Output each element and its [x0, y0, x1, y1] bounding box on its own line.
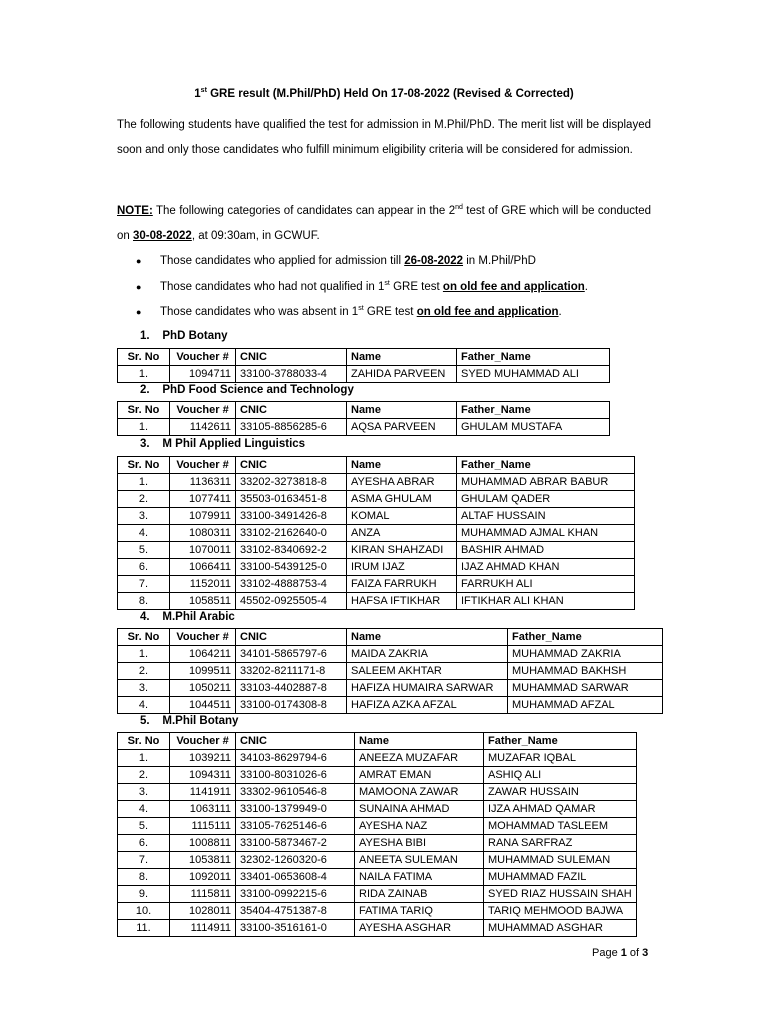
sr-no-cell: 6.	[118, 835, 170, 852]
table-row	[118, 646, 663, 663]
sr-no-cell: 4.	[118, 801, 170, 818]
name-cell: IRUM IJAZ	[347, 559, 457, 576]
father-name-cell: MUHAMMAD ASGHAR	[484, 920, 637, 937]
name-cell: AYESHA ASGHAR	[355, 920, 484, 937]
name-cell: SALEEM AKHTAR	[347, 663, 508, 680]
father-name-cell: MUHAMMAD ZAKRIA	[508, 646, 663, 663]
column-header: Name	[347, 457, 457, 474]
father-name-cell: IJZA AHMAD QAMAR	[484, 801, 637, 818]
voucher-cell: 1142611	[170, 419, 236, 436]
name-cell: MAIDA ZAKRIA	[347, 646, 508, 663]
table-row	[118, 366, 610, 383]
cnic-cell: 33100-8031026-6	[236, 767, 355, 784]
list-item: ● Those candidates who had not qualified in 1st GRE test on old fee and application.	[117, 275, 651, 301]
column-header: Name	[347, 629, 508, 646]
voucher-cell: 1053811	[170, 852, 236, 869]
name-cell: ASMA GHULAM	[347, 491, 457, 508]
father-name-cell: IJAZ AHMAD KHAN	[457, 559, 635, 576]
table-header-row	[118, 402, 610, 419]
column-header: Father_Name	[457, 402, 610, 419]
voucher-cell: 1114911	[170, 920, 236, 937]
name-cell: ZAHIDA PARVEEN	[347, 366, 457, 383]
name-cell: AQSA PARVEEN	[347, 419, 457, 436]
column-header: Name	[347, 402, 457, 419]
table-row	[118, 903, 637, 920]
table-header-row	[118, 457, 635, 474]
voucher-cell: 1080311	[170, 525, 236, 542]
note-paragraph: NOTE: The following categories of candidates can appear in the 2nd test of GRE which will be conducted on 30-08-2022, at 09:30am, in GCWUF.	[117, 204, 651, 242]
column-header: Voucher #	[170, 733, 236, 750]
cnic-cell: 33100-1379949-0	[236, 801, 355, 818]
table-row	[118, 576, 635, 593]
name-cell: AYESHA BIBI	[355, 835, 484, 852]
list-item: ● Those candidates who was absent in 1st GRE test on old fee and application.	[117, 300, 651, 326]
table-row	[118, 525, 635, 542]
table-row	[118, 784, 637, 801]
cnic-cell: 32302-1260320-6	[236, 852, 355, 869]
father-name-cell: MOHAMMAD TASLEEM	[484, 818, 637, 835]
section-title-mphil-applied-linguistics: 3. M Phil Applied Linguistics	[140, 438, 306, 450]
father-name-cell: SYED MUHAMMAD ALI	[457, 366, 610, 383]
name-cell: NAILA FATIMA	[355, 869, 484, 886]
cnic-cell: 33105-7625146-6	[236, 818, 355, 835]
father-name-cell: MUHAMMAD FAZIL	[484, 869, 637, 886]
cnic-cell: 33100-5439125-0	[236, 559, 347, 576]
name-cell: RIDA ZAINAB	[355, 886, 484, 903]
cnic-cell: 33100-3491426-8	[236, 508, 347, 525]
cnic-cell: 33102-2162640-0	[236, 525, 347, 542]
sr-no-cell: 8.	[118, 869, 170, 886]
column-header: CNIC	[236, 402, 347, 419]
cnic-cell: 33302-9610546-8	[236, 784, 355, 801]
page-title: 1st GRE result (M.Phil/PhD) Held On 17-08-2022 (Revised & Corrected)	[194, 87, 574, 100]
cnic-cell: 33100-0992215-6	[236, 886, 355, 903]
sr-no-cell: 11.	[118, 920, 170, 937]
father-name-cell: IFTIKHAR ALI KHAN	[457, 593, 635, 610]
voucher-cell: 1008811	[170, 835, 236, 852]
column-header: Sr. No	[118, 629, 170, 646]
voucher-cell: 1066411	[170, 559, 236, 576]
sr-no-cell: 2.	[118, 491, 170, 508]
sr-no-cell: 10.	[118, 903, 170, 920]
name-cell: KIRAN SHAHZADI	[347, 542, 457, 559]
table-row	[118, 835, 637, 852]
father-name-cell: MUHAMMAD AFZAL	[508, 697, 663, 714]
father-name-cell: TARIQ MEHMOOD BAJWA	[484, 903, 637, 920]
table-header-row	[118, 629, 663, 646]
column-header: Voucher #	[170, 629, 236, 646]
table-row	[118, 508, 635, 525]
table-header-row	[118, 349, 610, 366]
voucher-cell: 1050211	[170, 680, 236, 697]
table-row	[118, 559, 635, 576]
category-list	[117, 249, 651, 326]
table-mphil-arabic	[117, 628, 663, 714]
column-header: Father_Name	[484, 733, 637, 750]
table-row	[118, 474, 635, 491]
voucher-cell: 1094711	[170, 366, 236, 383]
father-name-cell: MUZAFAR IQBAL	[484, 750, 637, 767]
father-name-cell: BASHIR AHMAD	[457, 542, 635, 559]
table-row	[118, 920, 637, 937]
voucher-cell: 1028011	[170, 903, 236, 920]
table-row	[118, 680, 663, 697]
table-header-row	[118, 733, 637, 750]
sr-no-cell: 1.	[118, 474, 170, 491]
voucher-cell: 1099511	[170, 663, 236, 680]
father-name-cell: ZAWAR HUSSAIN	[484, 784, 637, 801]
table-row	[118, 697, 663, 714]
voucher-cell: 1094311	[170, 767, 236, 784]
sr-no-cell: 1.	[118, 366, 170, 383]
sr-no-cell: 2.	[118, 767, 170, 784]
name-cell: AMRAT EMAN	[355, 767, 484, 784]
name-cell: FATIMA TARIQ	[355, 903, 484, 920]
voucher-cell: 1039211	[170, 750, 236, 767]
cnic-cell: 33102-4888753-4	[236, 576, 347, 593]
column-header: Father_Name	[457, 349, 610, 366]
sr-no-cell: 3.	[118, 784, 170, 801]
table-row	[118, 852, 637, 869]
name-cell: ANZA	[347, 525, 457, 542]
table-row	[118, 801, 637, 818]
column-header: Sr. No	[118, 733, 170, 750]
father-name-cell: MUHAMMAD BAKHSH	[508, 663, 663, 680]
table-row	[118, 767, 637, 784]
name-cell: HAFIZA HUMAIRA SARWAR	[347, 680, 508, 697]
voucher-cell: 1136311	[170, 474, 236, 491]
note-label: NOTE:	[117, 205, 153, 217]
column-header: Voucher #	[170, 457, 236, 474]
name-cell: HAFSA IFTIKHAR	[347, 593, 457, 610]
sr-no-cell: 1.	[118, 419, 170, 436]
column-header: CNIC	[236, 733, 355, 750]
sr-no-cell: 5.	[118, 818, 170, 835]
name-cell: SUNAINA AHMAD	[355, 801, 484, 818]
cnic-cell: 33202-8211171-8	[236, 663, 347, 680]
table-row	[118, 542, 635, 559]
bullet-icon: ●	[136, 256, 142, 266]
sr-no-cell: 3.	[118, 508, 170, 525]
cnic-cell: 33100-3788033-4	[236, 366, 347, 383]
voucher-cell: 1115811	[170, 886, 236, 903]
column-header: Sr. No	[118, 349, 170, 366]
father-name-cell: SYED RIAZ HUSSAIN SHAH	[484, 886, 637, 903]
sr-no-cell: 1.	[118, 750, 170, 767]
bullet-icon: ●	[136, 307, 142, 317]
cnic-cell: 35404-4751387-8	[236, 903, 355, 920]
name-cell: AYESHA NAZ	[355, 818, 484, 835]
column-header: Name	[347, 349, 457, 366]
intro-paragraph: The following students have qualified the test for admission in M.Phil/PhD. The merit list will be displayed soon and only those candidates who fulfill minimum eligibility criteria will be considered for admission.	[117, 119, 651, 156]
father-name-cell: RANA SARFRAZ	[484, 835, 637, 852]
cnic-cell: 33103-4402887-8	[236, 680, 347, 697]
column-header: Name	[355, 733, 484, 750]
sr-no-cell: 7.	[118, 852, 170, 869]
cnic-cell: 33105-8856285-6	[236, 419, 347, 436]
sr-no-cell: 2.	[118, 663, 170, 680]
cnic-cell: 33100-0174308-8	[236, 697, 347, 714]
cnic-cell: 45502-0925505-4	[236, 593, 347, 610]
table-phd-botany	[117, 348, 610, 383]
cnic-cell: 35503-0163451-8	[236, 491, 347, 508]
sr-no-cell: 8.	[118, 593, 170, 610]
section-title-phd-food-science: 2. PhD Food Science and Technology	[140, 384, 354, 396]
father-name-cell: GHULAM MUSTAFA	[457, 419, 610, 436]
voucher-cell: 1115111	[170, 818, 236, 835]
voucher-cell: 1079911	[170, 508, 236, 525]
cnic-cell: 33100-5873467-2	[236, 835, 355, 852]
cnic-cell: 33401-0653608-4	[236, 869, 355, 886]
voucher-cell: 1092011	[170, 869, 236, 886]
voucher-cell: 1064211	[170, 646, 236, 663]
sr-no-cell: 3.	[118, 680, 170, 697]
sr-no-cell: 1.	[118, 646, 170, 663]
father-name-cell: FARRUKH ALI	[457, 576, 635, 593]
table-phd-food-science	[117, 401, 610, 436]
name-cell: ANEETA SULEMAN	[355, 852, 484, 869]
column-header: Voucher #	[170, 402, 236, 419]
column-header: Sr. No	[118, 402, 170, 419]
voucher-cell: 1063111	[170, 801, 236, 818]
table-mphil-botany	[117, 732, 637, 937]
voucher-cell: 1044511	[170, 697, 236, 714]
father-name-cell: MUHAMMAD AJMAL KHAN	[457, 525, 635, 542]
name-cell: MAMOONA ZAWAR	[355, 784, 484, 801]
name-cell: FAIZA FARRUKH	[347, 576, 457, 593]
cnic-cell: 33202-3273818-8	[236, 474, 347, 491]
column-header: Father_Name	[508, 629, 663, 646]
father-name-cell: MUHAMMAD SARWAR	[508, 680, 663, 697]
table-row	[118, 750, 637, 767]
sr-no-cell: 5.	[118, 542, 170, 559]
test-date: 30-08-2022	[133, 229, 192, 242]
father-name-cell: MUHAMMAD ABRAR BABUR	[457, 474, 635, 491]
table-mphil-applied-linguistics	[117, 456, 635, 610]
voucher-cell: 1058511	[170, 593, 236, 610]
list-item: ● Those candidates who applied for admission till 26-08-2022 in M.Phil/PhD	[117, 249, 651, 275]
sr-no-cell: 7.	[118, 576, 170, 593]
name-cell: ANEEZA MUZAFAR	[355, 750, 484, 767]
table-row	[118, 593, 635, 610]
table-row	[118, 419, 610, 436]
column-header: Voucher #	[170, 349, 236, 366]
section-title-mphil-arabic: 4. M.Phil Arabic	[140, 611, 235, 623]
table-row	[118, 869, 637, 886]
sr-no-cell: 6.	[118, 559, 170, 576]
section-title-phd-botany: 1. PhD Botany	[140, 330, 228, 342]
column-header: Sr. No	[118, 457, 170, 474]
table-row	[118, 818, 637, 835]
name-cell: HAFIZA AZKA AFZAL	[347, 697, 508, 714]
column-header: CNIC	[236, 629, 347, 646]
sr-no-cell: 4.	[118, 697, 170, 714]
sr-no-cell: 9.	[118, 886, 170, 903]
father-name-cell: GHULAM QADER	[457, 491, 635, 508]
column-header: Father_Name	[457, 457, 635, 474]
page-number: Page 1 of 3	[592, 947, 649, 959]
name-cell: AYESHA ABRAR	[347, 474, 457, 491]
column-header: CNIC	[236, 349, 347, 366]
name-cell: KOMAL	[347, 508, 457, 525]
table-row	[118, 491, 635, 508]
cnic-cell: 33102-8340692-2	[236, 542, 347, 559]
voucher-cell: 1152011	[170, 576, 236, 593]
cnic-cell: 33100-3516161-0	[236, 920, 355, 937]
section-title-mphil-botany: 5. M.Phil Botany	[140, 715, 239, 727]
table-row	[118, 886, 637, 903]
father-name-cell: ASHIQ ALI	[484, 767, 637, 784]
sr-no-cell: 4.	[118, 525, 170, 542]
father-name-cell: MUHAMMAD SULEMAN	[484, 852, 637, 869]
voucher-cell: 1141911	[170, 784, 236, 801]
father-name-cell: ALTAF HUSSAIN	[457, 508, 635, 525]
bullet-icon: ●	[136, 281, 142, 292]
column-header: CNIC	[236, 457, 347, 474]
cnic-cell: 34103-8629794-6	[236, 750, 355, 767]
table-row	[118, 663, 663, 680]
voucher-cell: 1070011	[170, 542, 236, 559]
voucher-cell: 1077411	[170, 491, 236, 508]
cnic-cell: 34101-5865797-6	[236, 646, 347, 663]
